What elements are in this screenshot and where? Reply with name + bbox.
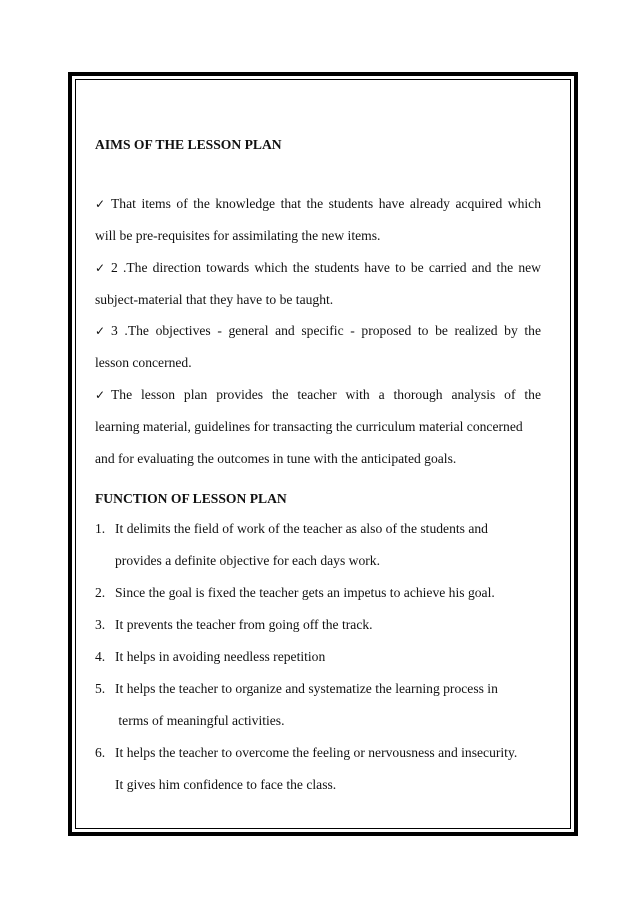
function-item-3: 3. It prevents the teacher from going off the track. [95,617,373,632]
function-item-4: 4. It helps in avoiding needless repetition [95,649,326,664]
aim-2-line-1: ✓ 2 .The direction towards which the students have to be carried and the new [95,260,541,275]
item-number: 6. [95,745,106,760]
aim-3-line-2: lesson concerned. [95,355,192,370]
checkmark-icon: ✓ [95,388,106,402]
item-number: 4. [95,649,106,664]
function-item-5-cont: terms of meaningful activities. [115,713,285,728]
checkmark-icon: ✓ [95,324,106,338]
function-item-6-cont: It gives him confidence to face the class. [115,777,337,792]
function-item-1-cont: provides a definite objective for each days work. [115,553,380,568]
item-number: 5. [95,681,106,696]
aim-1-line-2: will be pre-requisites for assimilating the new items. [95,228,381,243]
aims-heading: AIMS OF THE LESSON PLAN [95,137,282,152]
function-item-5: 5. It helps the teacher to organize and systematize the learning process in [95,681,498,696]
function-item-1: 1. It delimits the field of work of the teacher as also of the students and [95,521,488,536]
aim-1-line-1: ✓ That items of the knowledge that the students have already acquired which [95,196,541,211]
aim-4-line-3: and for evaluating the outcomes in tune with the anticipated goals. [95,451,457,466]
function-item-6: 6. It helps the teacher to overcome the feeling or nervousness and insecurity. [95,745,518,760]
checkmark-icon: ✓ [95,197,106,211]
item-number: 2. [95,585,106,600]
aim-3-line-1: ✓ 3 .The objectives - general and specific - proposed to be realized by the [95,323,541,338]
item-number: 3. [95,617,106,632]
checkmark-icon: ✓ [95,261,106,275]
function-heading: FUNCTION OF LESSON PLAN [95,491,287,506]
item-number: 1. [95,521,106,536]
function-item-2: 2. Since the goal is fixed the teacher gets an impetus to achieve his goal. [95,585,495,600]
aim-2-line-2: subject-material that they have to be taught. [95,292,334,307]
aim-4-line-1: ✓ The lesson plan provides the teacher with a thorough analysis of the [95,387,541,402]
aim-4-line-2: learning material, guidelines for transacting the curriculum material concerned [95,419,523,434]
